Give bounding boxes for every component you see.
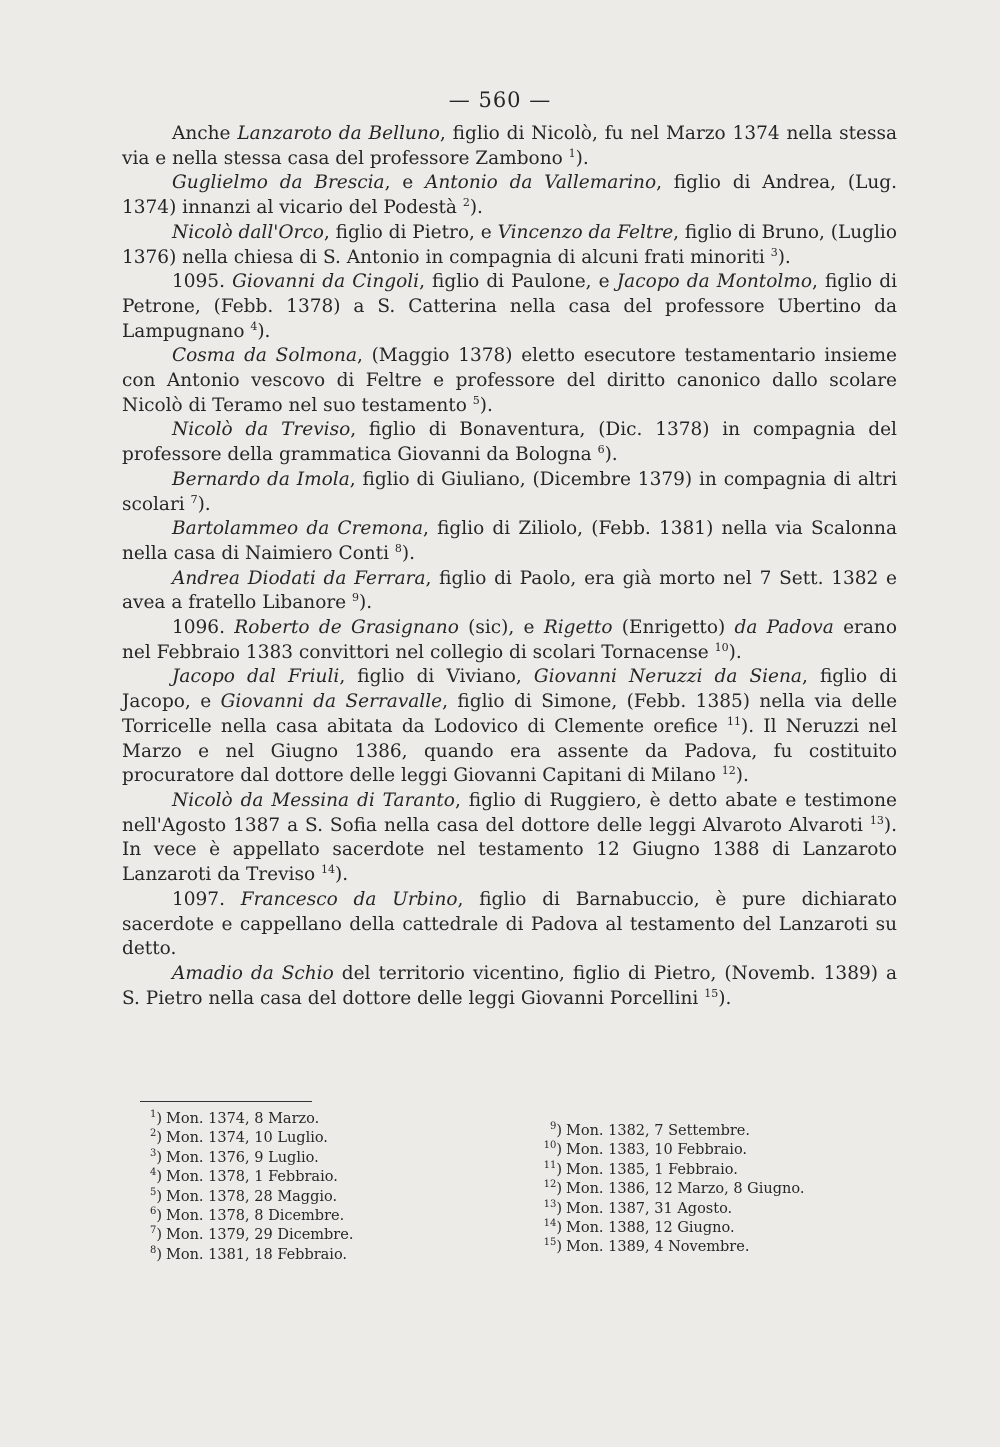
footnote-ref: 8 [394, 541, 402, 555]
footnote-ref: 3 [770, 245, 778, 259]
text-run: ). In vece è appellato sacerdote nel testamento 12 Giugno 1388 di Lanzaroto Lanzaroti da Treviso [122, 814, 897, 886]
footnote-ref: 11 [727, 714, 742, 728]
paragraph [122, 344, 897, 418]
footnote-ref: 7 [190, 492, 198, 506]
footnote-ref: 9 [352, 591, 360, 605]
text-run: , figlio di Paolo, era già morto nel 7 Sett. 1382 e avea a fratello Libanore [122, 567, 897, 614]
text-run: , figlio di Andrea, (Lug. 1374) innanzi al vicario del Podestà [122, 172, 897, 219]
text-run: ). [197, 493, 211, 515]
footnote-marker: $^4$) [149, 1167, 162, 1186]
text-run: , figlio di Viviano, [339, 666, 534, 688]
footnote-number: 11 [543, 1159, 557, 1171]
name-italic: da Padova [734, 617, 834, 639]
name-italic: Jacopo da Montolmo [616, 271, 812, 293]
footnote-number: 12 [543, 1179, 557, 1191]
footnote-number: 1 [149, 1109, 157, 1121]
footnote-number: 3 [149, 1147, 157, 1159]
name-italic: Jacopo dal Friuli [172, 666, 340, 688]
paragraph [122, 221, 897, 270]
footnote-marker: $^{10}$) [543, 1140, 562, 1159]
footnote-text: Mon. 1378, 28 Maggio. [166, 1188, 338, 1205]
footnotes-right-column [540, 1122, 804, 1258]
name-italic: Nicolò da Treviso [172, 419, 351, 441]
name-italic: Giovanni Neruzzi da Siena [533, 666, 802, 688]
paragraph [122, 517, 897, 566]
text-run: ). [718, 987, 732, 1009]
text-run: , figlio di Ziliolo, (Febb. 1381) nella via Scalonna nella casa di Naimiero Conti [122, 518, 897, 564]
footnote-marker: $^5$) [149, 1186, 162, 1205]
name-italic: Bartolammeo da Cremona [172, 518, 423, 540]
footnote-text: Mon. 1386, 12 Marzo, 8 Giugno. [566, 1181, 805, 1198]
body-text [122, 122, 897, 1011]
footnote-ref: 4 [250, 319, 258, 333]
footnote-number: 5 [149, 1186, 157, 1198]
text-run: , figlio di Pietro, e [323, 221, 498, 243]
footnote-number: 8 [149, 1245, 157, 1257]
footnote [140, 1168, 353, 1187]
footnote-marker: $^{15}$) [543, 1237, 562, 1256]
footnote-marker: $^{13}$) [543, 1198, 562, 1217]
footnote-number: 14 [543, 1218, 557, 1230]
footnote-ref: 2 [462, 195, 470, 209]
footnote [140, 1207, 353, 1226]
paragraph [122, 468, 897, 517]
paragraph [122, 962, 897, 1011]
footnote [140, 1129, 353, 1148]
text-run: ). [604, 444, 618, 466]
footnote-text: Mon. 1388, 12 Giugno. [566, 1220, 735, 1237]
text-run: ). [728, 641, 742, 663]
footnote-marker: $^8$) [149, 1245, 162, 1263]
text-run: , figlio di Paulone, e [419, 271, 617, 293]
name-italic: Nicolò dall'Orco [172, 221, 324, 243]
text-run: , (Maggio 1378) eletto esecutore testamentario insieme con Antonio vescovo di Feltre e professore del diritto canonico dallo scolare Nicolò di Teramo nel suo testamento [122, 345, 897, 416]
paragraph [122, 665, 897, 789]
footnote [140, 1110, 353, 1129]
footnote [140, 1226, 353, 1245]
text-run: , figlio di Bonaventura, (Dic. 1378) in compagnia del professore della grammatica Giovanni da Bologna [122, 419, 897, 466]
name-italic: Guglielmo da Brescia [172, 172, 385, 194]
footnote-text: Mon. 1378, 1 Febbraio. [166, 1169, 338, 1186]
footnote-ref: 14 [320, 862, 335, 876]
name-italic: Nicolò da Messina di Taranto [172, 789, 455, 811]
text-run: (sic), e [458, 617, 544, 639]
footnote-text: Mon. 1385, 1 Febbraio. [566, 1161, 738, 1178]
footnote-marker: $^3$) [149, 1147, 162, 1166]
footnote-text: Mon. 1389, 4 Novembre. [566, 1239, 750, 1256]
name-italic: Amadio da Schio [172, 962, 334, 984]
footnote-text: Mon. 1374, 10 Luglio. [166, 1130, 328, 1147]
text-run: , figlio di Nicolò, fu nel Marzo 1374 nella stessa via e nella stessa casa del professore Zambono [122, 123, 897, 169]
footnotes-left-column [140, 1110, 353, 1265]
name-italic: Rigetto [543, 617, 613, 639]
name-italic: Vincenzo da Feltre [497, 221, 674, 243]
text-run: , figlio di Jacopo, e [122, 666, 897, 713]
footnote-marker: $^7$) [149, 1225, 162, 1244]
footnote-ref: 13 [869, 813, 884, 827]
name-italic: Cosma da Solmona [172, 345, 357, 367]
text-run: ). [334, 864, 349, 886]
text-run: ). [735, 765, 749, 787]
text-run: , figlio di Simone, (Febb. 1385) nella via delle Torricelle nella casa abitata da Lodovico di Clemente orefice [122, 691, 898, 737]
footnote [540, 1238, 804, 1257]
text-run: , figlio di Ruggiero, è detto abate e testimone nell'Agosto 1387 a S. Sofia nella casa del dottore delle leggi Alvaroto Alvaroti [122, 789, 897, 836]
page-number: — 560 — [448, 88, 552, 112]
text-run: ). [479, 394, 493, 416]
footnote [140, 1188, 353, 1207]
text-run: ). [777, 246, 791, 268]
name-italic: Antonio da Vallemarino [424, 172, 657, 194]
footnote-text: Mon. 1376, 9 Luglio. [166, 1149, 319, 1166]
text-run: (Enrigetto) [612, 617, 735, 639]
text-run: del territorio vicentino, figlio di Pietro, (Novemb. 1389) a S. Pietro nella casa del dottore delle leggi Giovanni Porcellini [122, 962, 898, 1009]
footnote-marker: $^{14}$) [543, 1218, 562, 1237]
footnote-number: 10 [543, 1140, 557, 1152]
footnote-text: Mon. 1381, 18 Febbraio. [166, 1246, 348, 1263]
name-italic: Francesco da Urbino [240, 888, 458, 910]
footnote [540, 1141, 804, 1160]
footnote-ref: 6 [597, 442, 605, 456]
footnote-text: Mon. 1383, 10 Febbraio. [566, 1142, 748, 1159]
text-run: , figlio di Petrone, (Febb. 1378) a S. Catterina nella casa del professore Ubertino da Lampugnano [122, 271, 897, 342]
footnote-ref: 5 [472, 393, 480, 407]
footnote-marker: $^2$) [149, 1128, 162, 1147]
text-run: 1097. [172, 888, 241, 910]
text-run: ). [469, 197, 483, 219]
text-run: ). [401, 542, 415, 564]
footnote-ref: 10 [714, 640, 729, 654]
footnote-marker: $^6$) [149, 1206, 162, 1225]
paragraph [122, 567, 897, 616]
text-run: , figlio di Bruno, (Luglio 1376) nella chiesa di S. Antonio in compagnia di alcuni frati minoriti [122, 221, 897, 268]
footnote-marker: $^{12}$) [543, 1179, 562, 1198]
footnote-number: 2 [149, 1128, 157, 1140]
paragraph [122, 171, 897, 220]
text-run: ). [359, 592, 373, 614]
footnote-number: 15 [543, 1237, 557, 1249]
footnote-text: Mon. 1378, 8 Dicembre. [166, 1208, 345, 1225]
paragraph [122, 122, 897, 171]
footnote-text: Mon. 1379, 29 Dicembre. [166, 1227, 354, 1244]
text-run: erano nel Febbraio 1383 convittori nel collegio di scolari Tornacense [122, 617, 897, 663]
name-italic: Roberto de Grasignano [234, 617, 459, 639]
footnote-ref: 1 [568, 146, 576, 160]
footnote-marker: $^9$) [549, 1121, 562, 1139]
footnote [540, 1200, 804, 1219]
footnote-separator [140, 1101, 312, 1102]
footnote [540, 1161, 804, 1180]
text-run: 1095. [172, 271, 233, 293]
text-run: ). Il Neruzzi nel Marzo e nel Giugno 1386, quando era assente da Padova, fu costituito procuratore dal dottore delle leggi Giovanni Capitani di Milano [122, 715, 897, 787]
footnote-number: 13 [543, 1198, 557, 1210]
footnote-text: Mon. 1387, 31 Agosto. [566, 1200, 733, 1217]
footnote-number: 6 [149, 1206, 157, 1218]
footnote-ref: 15 [704, 986, 719, 1000]
footnote [140, 1246, 353, 1265]
footnote-number: 7 [149, 1225, 157, 1237]
paragraph [122, 418, 897, 467]
footnote [540, 1180, 804, 1199]
name-italic: Bernardo da Imola [172, 468, 350, 490]
footnote-number: 9 [549, 1121, 557, 1133]
footnote-number: 4 [149, 1167, 157, 1179]
paragraph [122, 616, 897, 665]
footnote-text: Mon. 1382, 7 Settembre. [566, 1123, 750, 1139]
text-run: , figlio di Giuliano, (Dicembre 1379) in compagnia di altri scolari [122, 468, 897, 515]
footnote [140, 1149, 353, 1168]
name-italic: Giovanni da Serravalle [220, 691, 443, 713]
footnote-marker: $^{11}$) [543, 1159, 562, 1178]
text-run: Anche [172, 123, 238, 144]
footnote [540, 1219, 804, 1238]
text-run: , e [384, 172, 425, 194]
text-run: 1096. [172, 617, 235, 639]
text-run: ). [575, 147, 589, 169]
text-run: ). [257, 320, 271, 342]
paragraph [122, 270, 897, 344]
text-run: , figlio di Barnabuccio, è pure dichiarato sacerdote e cappellano della cattedrale di Padova al testamento del Lanzaroti su detto. [122, 888, 898, 960]
name-italic: Giovanni da Cingoli [232, 271, 420, 293]
name-italic: Andrea Diodati da Ferrara [172, 567, 426, 589]
name-italic: Lanzaroto da Belluno [237, 123, 440, 144]
footnote-marker: $^1$) [149, 1109, 162, 1127]
footnote-ref: 12 [721, 764, 736, 778]
footnote [540, 1122, 804, 1141]
footnote-text: Mon. 1374, 8 Marzo. [166, 1111, 320, 1127]
paragraph [122, 888, 897, 962]
paragraph [122, 789, 897, 888]
